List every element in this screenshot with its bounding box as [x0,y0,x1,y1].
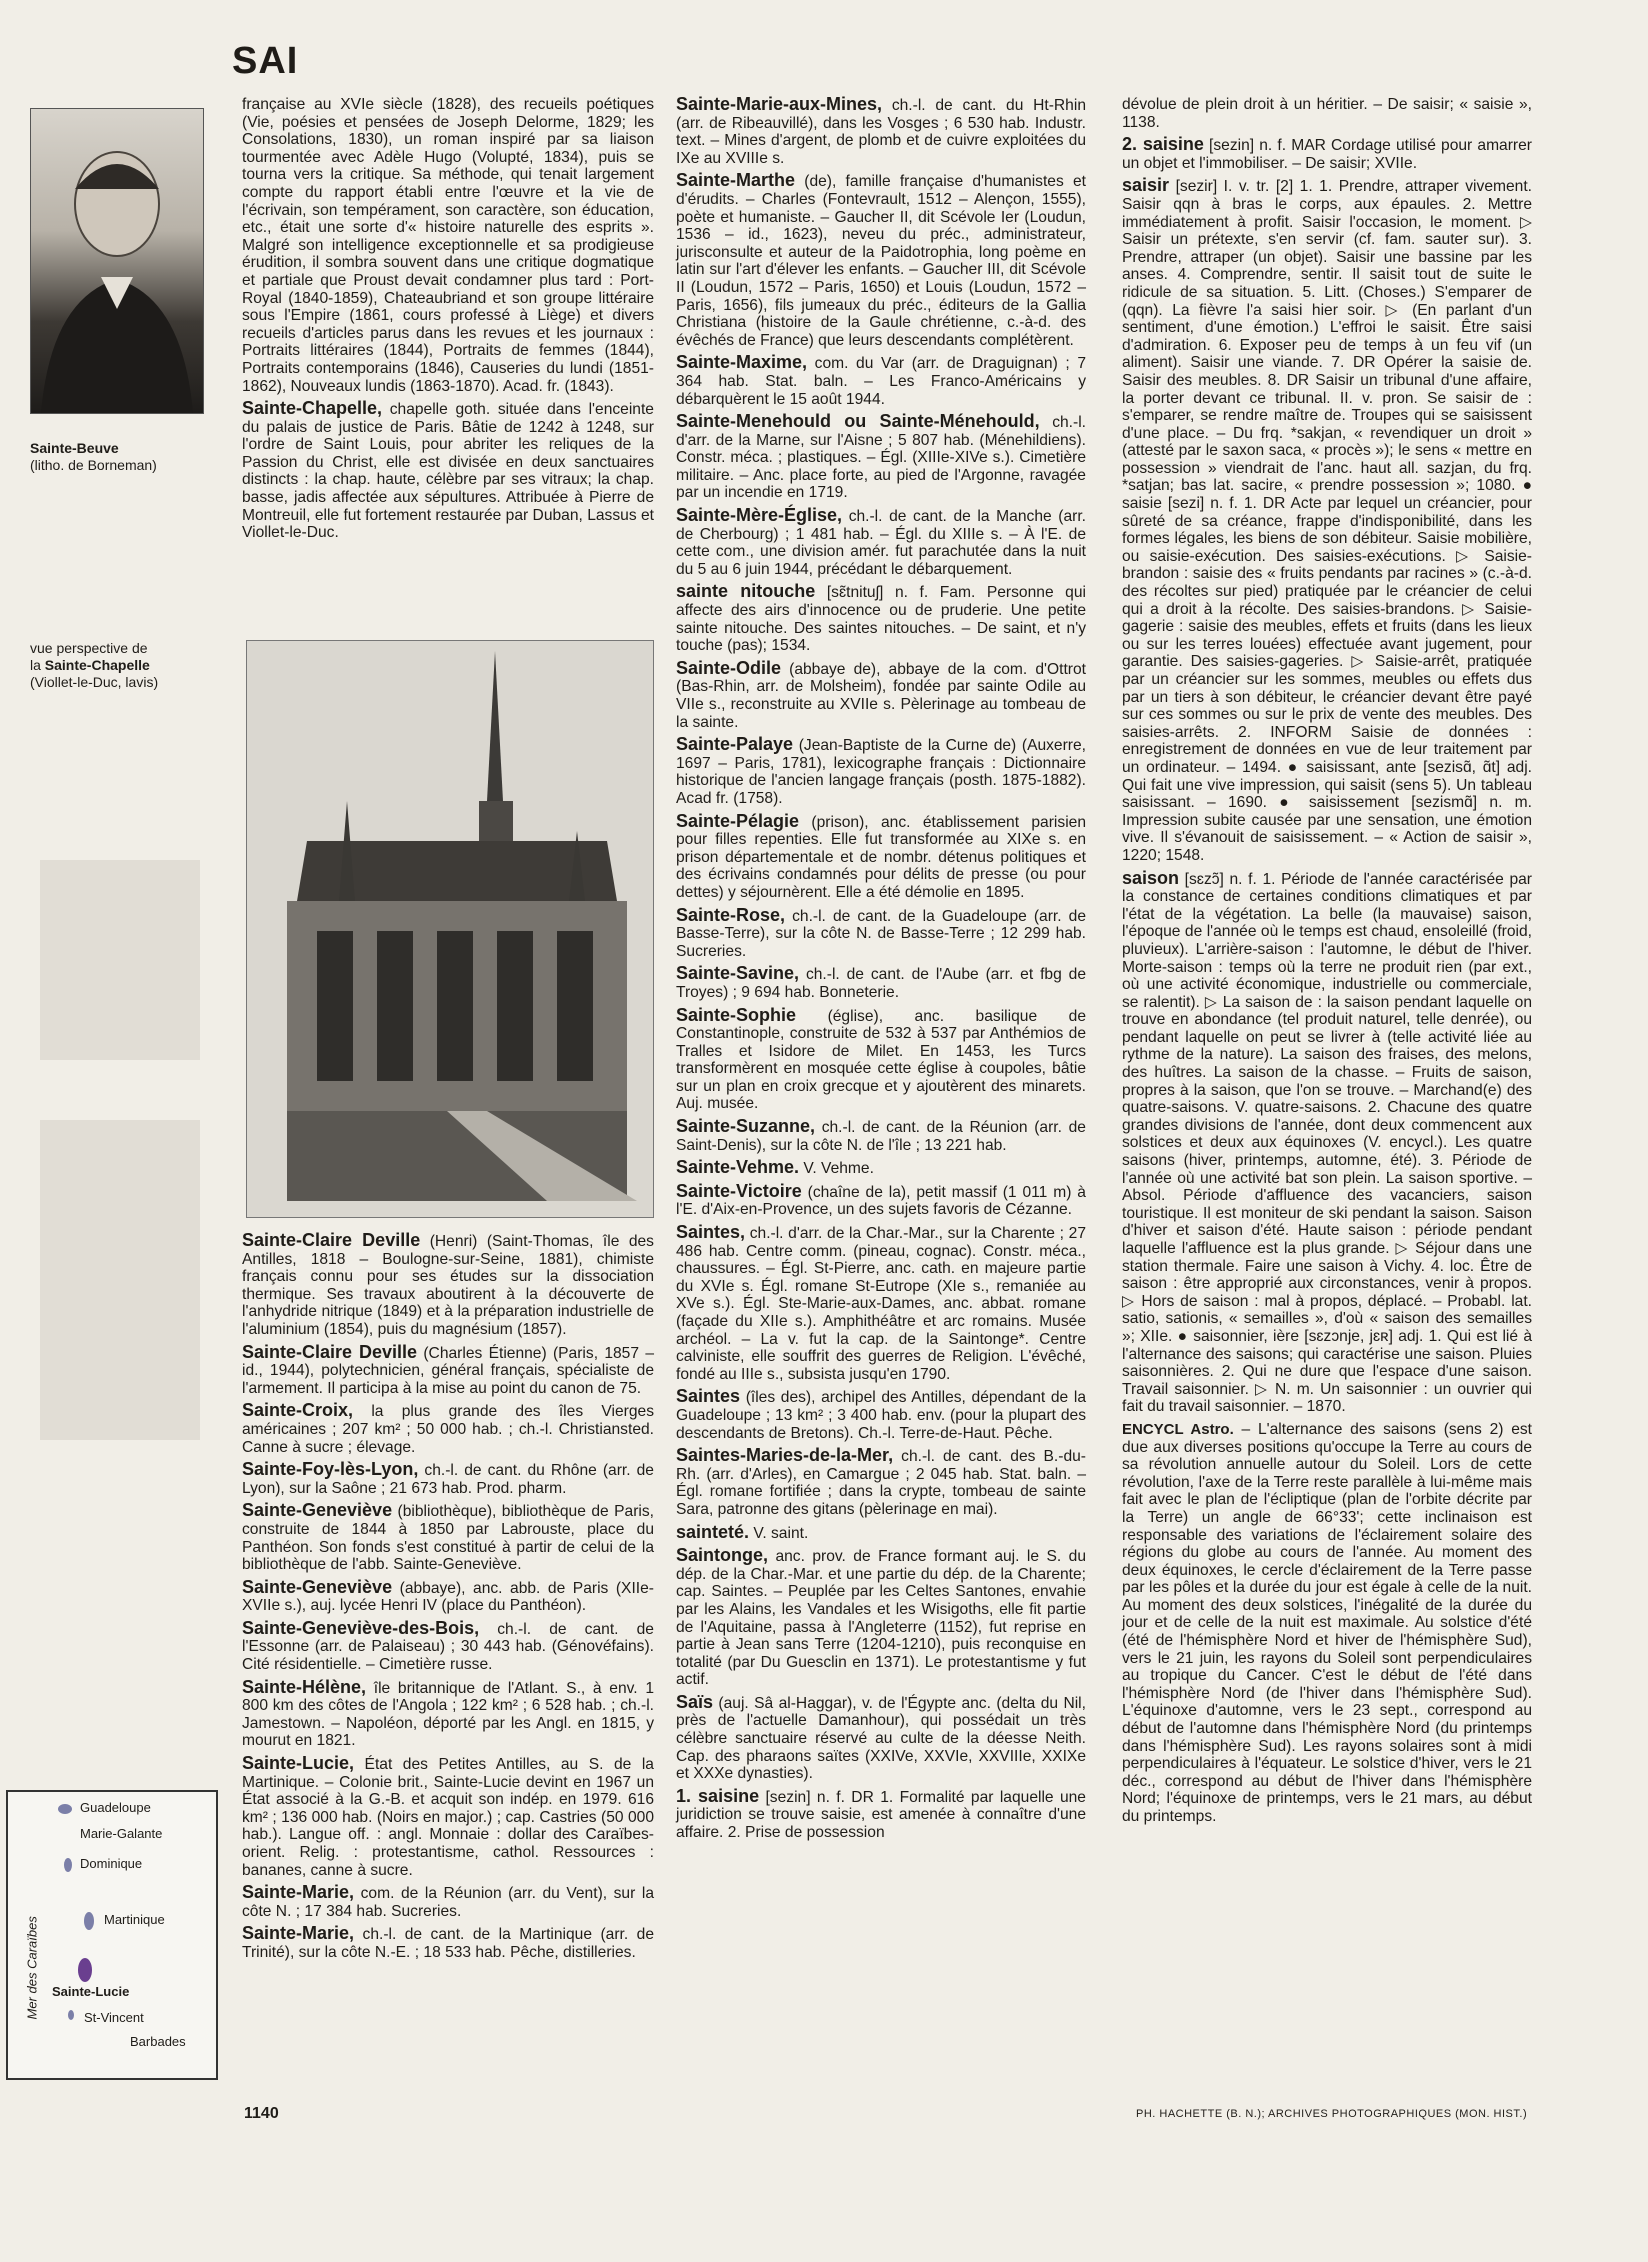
entry-headword: 2. saisine [1122,134,1204,155]
entry-text: [sɛzɔ̃] n. f. 1. Période de l'année caractérisée par la constance de certaines conditions climatiques et par l'état de la végétation. La belle (la mauvaise) saison, l'époque de l'année où le temps est chaud, ensoleillé (froid, pluvieux). L'arrière-saison : l'automne, le début de l'hiver. Morte-saison : temps où la terre ne produit rien (par ext., où une activité économique, industrielle ou commerciale, se ralentit). ▷ La saison de : la saison pendant laquelle on trouve en abondance (tel produit naturel, telle denrée), ou pendant laquelle on peut se livrer à (telle activité liée au rythme de la nature). La saison des fraises, des melons, des huîtres. La saison de la chasse. – Fruits de saison, propres à la saison, que l'on se trouve. – Marchand(e) des quatre-saisons. V. quatre-saisons. 2. Chacune des quatre grandes divisions de l'année, dont deux commencent aux solstices et deux aux équinoxes (V. encycl.). Les quatre saisons (hiver, printemps, automne, été). 3. Période de l'année où une activité bat son plein. La saison sportive. – Absol. Période d'affluence des vacanciers, saison touristique. Il est moniteur de ski pendant la saison. Saison d'hiver et saison d'été. Haute saison : période pendant laquelle l'affluence est la plus grande. ▷ Séjour dans une station thermale. Faire une saison à Vichy. 4. loc. Être de saison : être approprié aux circonstances, venir à propos. ▷ Hors de saison : mal à propos, déplacé. – Probabl. lat. satio, sationis, « semailles », d'où « saison des semailles »; XIIe. ● saisonnier, ière [sɛzɔnje, jɛʀ] adj. 1. Qui est lié à l'alternance des saisons; qui caractérise une saison. Pluies saisonnières. 2. Qui ne dure que l'espace d'une saison. Travail saisonnier. ▷ N. m. Un saisonnier : un ouvrier qui fait du travail saisonnier. – 1870. [1122,870,1532,1416]
dictionary-entry [242,1884,654,1920]
dictionary-entry [676,1388,1086,1442]
entry-text: com. de la Réunion (arr. du Vent), sur la côte N. ; 17 384 hab. Sucreries. [242,1885,654,1920]
entry-headword: Sainte-Victoire [676,1180,802,1201]
sainte-beuve-portrait [30,108,204,414]
entry-text: ch.-l. de cant. du Ht-Rhin (arr. de Ribeauvillé), dans les Vosges ; 6 530 hab. Industr. text. – Mines d'argent, de plomb et de cuivre exploitées du IXe au XVIIIe s. [676,97,1086,167]
entry-headword: Sainte-Pélagie [676,810,800,831]
entry-headword: Saïs [676,1691,714,1712]
entry-headword: sainte nitouche [676,581,816,602]
portrait-drawing [31,109,203,413]
entry-text: ch.-l. de cant. de la Guadeloupe (arr. de Basse-Terre), sur la côte N. de Basse-Terre ; 12 299 hab. Sucreries. [676,907,1086,960]
entry-headword: Sainte-Menehould ou Sainte-Ménehould, [676,411,1040,432]
entry-headword: Sainte-Marie-aux-Mines, [676,94,883,114]
map-label-dominique: Dominique [80,1856,143,1871]
page-number: 1140 [244,2105,279,2122]
dictionary-entry [676,1691,1086,1783]
margin-ghost-image-2 [40,1120,200,1440]
entry-text: ch.-l. de cant. de la Réunion (arr. de Saint-Denis), sur la côte N. de l'île ; 13 221 hab. [676,1119,1086,1154]
entry-headword: Sainte-Geneviève [242,1500,393,1521]
portrait-caption-credit: (litho. de Borneman) [30,457,157,473]
map-label-st-vincent: St-Vincent [84,2010,144,2025]
entry-text: [sezin] n. f. MAR Cordage utilisé pour amarrer un objet et l'immobiliser. – De saisir; XVIIe. [1122,137,1532,172]
dictionary-entry [676,1159,1086,1178]
entry-text: ch.-l. de cant. des B.-du-Rh. (arr. d'Arles), en Camargue ; 2 045 hab. Stat. baln. – Égl. romane fortifiée ; dans la crypte, tombeau de sainte Sara, patronne des gitans (pèlerinage en mai). [676,1448,1086,1518]
dictionary-entry [676,96,1086,167]
entry-headword: Sainte-Palaye [676,734,794,755]
entry-text: V. saint. [753,1524,809,1542]
dictionary-entry [1122,96,1532,131]
dictionary-entry [242,1755,654,1879]
entry-headword: Sainte-Chapelle, [242,398,383,419]
dictionary-entry [242,1576,654,1615]
chapel-drawing [247,641,653,1217]
entry-text: com. du Var (arr. de Draguignan) ; 7 364 hab. Stat. baln. – Les Franco-Américains y débarquèrent le 15 août 1944. [676,355,1086,408]
dictionary-entry [676,965,1086,1001]
guadeloupe-island-icon [58,1804,72,1814]
dictionary-entry [1122,867,1532,1416]
entry-text: anc. prov. de France formant auj. le S. du dép. de la Char.-Mar. et une partie du dép. de la Charente; cap. Saintes. – Peuplée par les Celtes Santones, envahie par les Alains, les Vandales et les Wisigoths, elle fit partie de l'Aquitaine, passa à l'Angleterre (1152), fut reprise en partie à Jean sans Terre (1204-1210), puis reconquise en totalité (par Du Guesclin en 1371). Le protestantisme y fut actif. [676,1548,1086,1689]
entry-headword: 1. saisine [676,1785,760,1806]
entry-headword: Sainte-Suzanne, [676,1116,816,1137]
portrait-caption-name: Sainte-Beuve [30,440,119,456]
dictionary-entry [242,1232,654,1339]
entry-text: chapelle goth. située dans l'enceinte du palais de justice de Paris. Bâtie de 1242 à 1248, sur l'ordre de Saint Louis, pour abriter les reliques de la Passion du Christ, elle est divisée en deux sanctuaires distincts : la chap. haute, célèbre par ses vitraux; la chap. basse, jadis affectée aux sépultures. Attribuée à Pierre de Montreuil, elle fut fortement restaurée par Duban, Lassus et Viollet-le-Duc. [242,401,654,542]
entry-text: dévolue de plein droit à un héritier. – De saisir; « saisie », 1138. [1122,96,1532,131]
entry-headword: Sainte-Marthe [676,170,796,191]
antilles-map [6,1790,218,2080]
dictionary-entry [676,1180,1086,1219]
entry-headword: Sainte-Lucie, [242,1753,355,1774]
dictionary-entry [1122,136,1532,172]
entry-headword: Sainte-Claire Deville [242,1230,421,1250]
map-label-martinique: Martinique [104,1912,165,1927]
dictionary-entry [676,1521,1086,1543]
dictionary-entry [676,413,1086,502]
entry-text: (Charles Étienne) (Paris, 1857 – id., 1944), polytechnicien, général français, spécialiste de l'armement. Il participa à la mise au point du canon de 75. [242,1344,654,1397]
entry-text: française au XVIe siècle (1828), des recueils poétiques (Vie, poésies et pensées de Joseph Delorme, 1829; les Consolations, 1830), un roman inspiré par sa liaison tourmentée avec Adèle Hugo (Volupté, 1834), puis se tourna vers la critique. Sa méthode, qui tenait largement compte du rapport établi entre l'œuvre et la vie de l'écrivain, son tempérament, son caractère, son éducation, etc., était une sorte d'« histoire naturelle des esprits ». Malgré son intelligence exceptionnelle et sa prodigieuse érudition, il sombra souvent dans une critique dogmatique et partiale que Proust devait condamner plus tard : Port-Royal (1840-1859), Chateaubriand et son groupe littéraire sous l'Empire (1861, cours professé à Liège) et divers recueils d'articles parus dans les revues et les journaux : Portraits littéraires (1844), Portraits de femmes (1844), Portraits contemporains (1846), Causeries du lundi (1851-1862), Nouveaux lundis (1863-1870). Acad. fr. (1843). [242,96,654,395]
dictionary-entry [676,1785,1086,1842]
dictionary-entry [242,1461,654,1497]
entry-headword: Sainte-Hélène, [242,1676,367,1697]
sainte-chapelle-illustration [246,640,654,1218]
entry-text: État des Petites Antilles, au S. de la Martinique. – Colonie brit., Sainte-Lucie devint en 1967 un État associé à la G.-B. et acquit son indép. en 1979. 616 km² ; 136 000 hab. (Noirs en major.) ; cap. Castries (50 000 hab.). Langue off. : angl. Monnaie : dollar des Caraïbes-orient. Relig. : protestantisme, cathol. Ressources : bananes, canne à sucre. [242,1756,654,1879]
dictionary-entry [676,810,1086,902]
column-1-bottom [242,1232,654,1967]
chapel-caption-name: Sainte-Chapelle [44,657,150,673]
entry-text: (abbaye de), abbaye de la com. d'Ottrot (Bas-Rhin, arr. de Molsheim), fondée par sainte Odile au VIIe s., reconstruite au XVIIe s. Pèlerinage au tombeau de la sainte. [676,660,1086,731]
entry-headword: Saintonge, [676,1545,769,1566]
dictionary-entry [676,657,1086,731]
entry-headword: Saintes [676,1386,741,1407]
entry-headword: Sainte-Savine, [676,963,800,984]
entry-text: V. Vehme. [803,1160,874,1178]
entry-text: ch.-l. de cant. de la Martinique (arr. de Trinité), sur la côte N.-E. ; 18 533 hab. Pêche, distilleries. [242,1926,654,1961]
chapel-caption-line2: la [30,657,41,673]
dictionary-entry [676,1004,1086,1114]
dictionary-entry [676,1547,1086,1689]
entry-headword: sainteté. [676,1521,750,1542]
dictionary-entry [242,1341,654,1398]
dictionary-entry [676,172,1086,349]
entry-text: (Jean-Baptiste de la Curne de) (Auxerre, 1697 – Paris, 1781), lexicographe français : Dictionnaire historique de l'ancien langage français (posth. 1875-1882). Acad fr. (1758). [676,737,1086,807]
page-header: SAI [232,40,299,82]
dictionary-entry [676,583,1086,654]
entry-text: île britannique de l'Atlant. S., à env. 1 800 km des côtes de l'Angola ; 122 km² ; 6 528 hab. ; ch.-l. Jamestown. – Napoléon, déporté par les Angl. en 1815, y mourut en 1821. [242,1679,654,1750]
encyclopedic-note-heading: ENCYCL Astro. [1122,1420,1234,1438]
entry-text: [sezin] n. f. DR 1. Formalité par laquelle une juridiction se trouve saisie, est amenée à connaître d'une affaire. 2. Prise de possession [676,1788,1086,1842]
dictionary-entry [242,1402,654,1456]
entry-text: ch.-l. de cant. de l'Aube (arr. et fbg de Troyes) ; 9 694 hab. Bonneterie. [676,966,1086,1001]
entry-text: (Henri) (Saint-Thomas, île des Antilles, 1818 – Boulogne-sur-Seine, 1881), chimiste français connu pour ses études sur la dissociation thermique. Ses travaux aboutirent à la découverte de l'anhydride nitrique (1849) et à la préparation industrielle de l'aluminium (1854), puis du magnésium (1857). [242,1233,654,1338]
entry-text: (de), famille française d'humanistes et d'érudits. – Charles (Fontevrault, 1512 – Alençon, 1555), poète et humaniste. – Gaucher II, dit Scévole Ier (Loudun, 1536 – id., 1623), neveu du préc., administrateur, jurisconsulte et auteur de la Paidotrophia, long poème en latin sur l'art d'élever les enfants. – Gaucher III, dit Scévole II (Loudun, 1572 – Paris, 1650) et Louis (Loudun, 1572 – Paris, 1656), fils jumeaux du préc., éditeurs de la Gallia Christiana (histoire de la Gaule chrétienne, c.-à-d. des évêchés de France) que leurs descendants complétèrent. [676,173,1086,349]
entry-headword: Sainte-Vehme. [676,1157,800,1178]
column-3 [1122,96,1532,1831]
map-label-marie-galante: Marie-Galante [80,1826,163,1841]
entry-headword: saisir [1122,175,1170,196]
entry-headword: Sainte-Rose, [676,904,786,925]
dictionary-entry [242,1502,654,1573]
entry-headword: Sainte-Maxime, [676,352,808,373]
entry-text: ch.-l. de cant. de la Manche (arr. de Cherbourg) ; 1 481 hab. – Égl. du XIIIe s. – À l'E. de cette com., une division amér. fut parachutée dans la nuit du 5 au 6 juin 1944, précédant le débarquement. [676,508,1086,578]
entry-headword: Sainte-Marie, [242,1882,355,1903]
entry-text: ch.-l. de cant. de l'Essonne (arr. de Palaiseau) ; 30 443 hab. (Génovéfains). Cité résidentielle. – Cimetière russe. [242,1620,654,1674]
entry-text: (église), anc. basilique de Constantinople, construite de 532 à 537 par Anthémios de Tralles et Isidore de Milet. En 1453, les Turcs transformèrent en mosquée cette église à coupoles, bâtie sur un plan en croix grecque et y ajoutèrent des minarets. Auj. musée. [676,1007,1086,1113]
dictionary-entry [676,507,1086,578]
dictionary-entry [676,354,1086,408]
dictionary-entry [242,1676,654,1750]
entry-headword: Sainte-Odile [676,657,782,678]
entry-headword: Sainte-Claire Deville [242,1341,418,1362]
dominique-island-icon [64,1858,72,1872]
entry-sainte-chapelle [242,400,654,542]
photo-credit: PH. HACHETTE (B. N.); ARCHIVES PHOTOGRAPHIQUES (MON. HIST.) [1136,2108,1528,2120]
entry-text: ch.-l. d'arr. de la Char.-Mar., sur la Charente ; 27 486 hab. Centre comm. (pineau, cognac). Constr. méca., chaussures. – Égl. St-Pierre, anc. cath. en majeure partie du XVIe s. Égl. romane St-Eutrope (XIe s., remaniée au XVe s.). Égl. Ste-Marie-aux-Dames, anc. abbat. romane (façade du XIIe s.). Amphithéâtre et arc romains. Musée archéol. – La v. fut la cap. de la Saintonge*. Centre calviniste, elle souffrit des guerres de Religion. L'évêché, fondé au IIIe s., subsista jusqu'en 1790. [676,1225,1086,1383]
margin-ghost-image-1 [40,860,200,1060]
map-label-sea: Mer des Caraïbes [24,1916,40,2020]
entry-headword: Sainte-Geneviève [242,1576,393,1597]
dictionary-entry [242,1925,654,1961]
dictionary-entry [676,904,1086,961]
entry-headword: saison [1122,867,1180,888]
entry-text: (îles des), archipel des Antilles, dépendant de la Guadeloupe ; 13 km² ; 3 400 hab. env. (pour la plupart des descendants de Bretons). Ch.-l. Terre-de-Haut. Pêche. [676,1389,1086,1442]
entry-headword: Sainte-Mère-Église, [676,505,843,526]
chapel-caption [30,640,220,691]
martinique-island-icon [84,1912,94,1930]
dictionary-entry [242,1617,654,1674]
entry-headword: Saintes-Maries-de-la-Mer, [676,1445,894,1466]
entry-text: [sɛ̃tnituʃ] n. f. Fam. Personne qui affecte des airs d'innocence ou de pruderie. Une petite sainte nitouche. Des saintes nitouches. – De saint, et n'y touche (pas); 1534. [676,584,1086,655]
entry-text: (auj. Sâ al-Haggar), v. de l'Égypte anc. (delta du Nil, près de l'actuelle Damanhour), qui possédait un très célèbre sanctuaire réservé au culte de la déesse Neith. Cap. des pharaons saïtes (XXIVe, XXVIe, XXVIIIe, XXIXe et XXXe dynasties). [676,1694,1086,1783]
entry-headword: Sainte-Geneviève-des-Bois, [242,1617,480,1638]
entry-text: la plus grande des îles Vierges américaines ; 207 km² ; 50 000 hab. ; ch.-l. Christiansted. Canne à sucre ; élevage. [242,1403,654,1456]
entry-text: (chaîne de la), petit massif (1 011 m) à l'E. d'Aix-en-Provence, un des sujets favoris de Cézanne. [676,1183,1086,1219]
st-vincent-island-icon [68,2010,74,2020]
chapel-caption-line1: vue perspective de [30,640,148,656]
entry-headword: Saintes, [676,1222,746,1243]
entry-text: [sezir] I. v. tr. [2] 1. 1. Prendre, attraper vivement. Saisir qqn à bras le corps, aux épaules. 2. Mettre immédiatement à profit. Saisir l'occasion, le moment. ▷ Saisir un prétexte, s'en servir (cf. fam. sauter sur). 3. Prendre, attraper (un objet). Saisir une bassine par les anses. 4. Comprendre, sentir. Il saisit tout de suite le ridicule de sa situation. 5. Litt. (Choses.) S'emparer de (qqn). La fièvre l'a saisi hier soir. ▷ (En parlant d'un sentiment, d'une émotion.) L'effroi le saisit. Être saisi d'admiration. 6. Exposer peu de temps à un feu vif (un aliment). Saisir une viande. 7. DR Opérer la saisie de. Saisir des meubles. 8. DR Saisir un tribunal d'une affaire, la porter devant ce tribunal. II. v. pron. Se saisir de : s'emparer, se rendre maître de. Troupes qui se saisissent d'une place. – Du frq. *sakjan, « revendiquer un droit » (attesté par le saxon saca, « procès »); le sens « mettre en possession » viendrait de l'anc. haut all. sazjan, du frq. *satjan; bas lat. sacire, « prendre possession »; 1080. ● saisie [sezi] n. f. 1. DR Acte par lequel un créancier, pour sûreté de sa créance, frappe d'indisponibilité, dans les formes légales, les biens de son débiteur. Saisie mobilière, ou saisie-exécution. Des saisies-exécutions. ▷ Saisie-brandon : saisie des « fruits pendants par racines » (c.-à-d. des récoltes sur pied) pratiquée par le créancier de celui qui a droit à la récolte. Des saisies-brandons. ▷ Saisie-gagerie : saisie des meubles, effets et fruits (dans les lieux ou sur les terres louées) effectuée avant jugement, pour garantie. Des saisies-gageries. ▷ Saisie-arrêt, pratiquée par un créancier sur les sommes, meubles ou effets dus par un tiers à son débiteur, le créancier devant être payé sur ces sommes ou sur le prix de vente des meubles. Des saisies-arrêts. 2. INFORM Saisie de données : enregistrement de données en vue de leur traitement par un ordinateur. – 1494. ● saisissant, ante [sezisɑ̃, ɑ̃t] adj. Qui fait une vive impression, qui saisit (sens 5). Un tableau saisissant. – 1690. ● saisissement [sezismɑ̃] n. m. Impression subite causée par une sensation, une émotion vive. Il s'évanouit de saisissement. – « Action de saisir », 1220; 1548. [1122,178,1532,864]
entry-headword: Sainte-Foy-lès-Lyon, [242,1459,419,1480]
entry-text: ch.-l. d'arr. de la Marne, sur l'Aisne ; 5 807 hab. (Ménehildiens). Constr. méca. ; plastiques. – Égl. (XIIIe-XIVe s.). Cimetière militaire. – Anc. place forte, au pied de l'Argonne, ravagée par un incendie en 1719. [676,414,1086,502]
entry-headword: Sainte-Croix, [242,1400,354,1421]
entry-headword: Sainte-Marie, [242,1923,355,1944]
dictionary-entry [676,736,1086,807]
sainte-lucie-island-icon [78,1958,92,1982]
entry-text: ch.-l. de cant. du Rhône (arr. de Lyon), sur la Saône ; 21 673 hab. Prod. pharm. [242,1462,654,1497]
dictionary-entry [676,1447,1086,1518]
dictionary-entry [676,1224,1086,1383]
column-1-top [242,96,654,547]
entry-text: (abbaye), anc. abb. de Paris (XIIe-XVIIe s.), auj. lycée Henri IV (place du Panthéon). [242,1579,654,1615]
map-label-guadeloupe: Guadeloupe [80,1800,151,1815]
dictionary-entry [1122,177,1532,864]
entry-text: (prison), anc. établissement parisien pour filles repenties. Elle fut transformée au XIXe s. en prison départementale et de nombr. détenus politiques et des écrivains condamnés pour délits de presse (ou pour dettes) y séjournèrent. Elle a été démolie en 1895. [676,813,1086,901]
entry-beuve-continued [242,96,654,395]
dictionary-entry [676,1118,1086,1154]
entry-text: – L'alternance des saisons (sens 2) est due aux diverses positions qu'occupe la Terre au cours de sa révolution annuelle autour du Soleil. Lors de cette révolution, l'axe de la Terre reste parallèle à lui-même mais fait avec le plan de l'écliptique (plan de l'orbite décrite par la Terre) un angle de 66°33'; cette inclinaison est responsable des variations de l'éclairement solaire des régions du globe au cours de l'année. Au moment des deux équinoxes, le cercle d'éclairement de la Terre passe par les pôles et la durée du jour est égale à celle de la nuit. Au moment des deux solstices, l'inégalité de la durée du jour et de celle de la nuit est maximale. Au solstice d'été (été de l'hémisphère Nord et hiver de l'hémisphère Sud), vers le 21 juin, les rayons du Soleil sont perpendiculaires au tropique du Cancer. C'est le début de l'été dans l'hémisphère Nord (de l'hiver dans l'hémisphère Sud). L'équinoxe d'automne, vers le 23 sept., correspond au début de l'automne dans l'hémisphère Nord (du printemps dans l'hémisphère Sud). Les rayons solaires sont à midi perpendiculaires à l'équateur. Le solstice d'hiver, vers le 21 déc., correspond au début de l'hiver dans l'hémisphère Nord; l'équinoxe de printemps, vers le 21 mars, au début du printemps. [1122,1420,1532,1825]
entry-headword: Sainte-Sophie [676,1004,797,1025]
encyclopedic-note [1122,1421,1532,1826]
portrait-caption [30,440,220,474]
column-2 [676,96,1086,1847]
chapel-caption-credit: (Viollet-le-Duc, lavis) [30,674,159,690]
entry-text: (bibliothèque), bibliothèque de Paris, construite de 1844 à 1850 par Labrouste, place du Panthéon. Son fonds s'est constitué à partir de celui de la bibliothèque de l'abb. Sainte-Geneviève. [242,1503,654,1574]
map-label-sainte-lucie: Sainte-Lucie [52,1984,130,1999]
map-label-barbades: Barbades [130,2034,186,2049]
